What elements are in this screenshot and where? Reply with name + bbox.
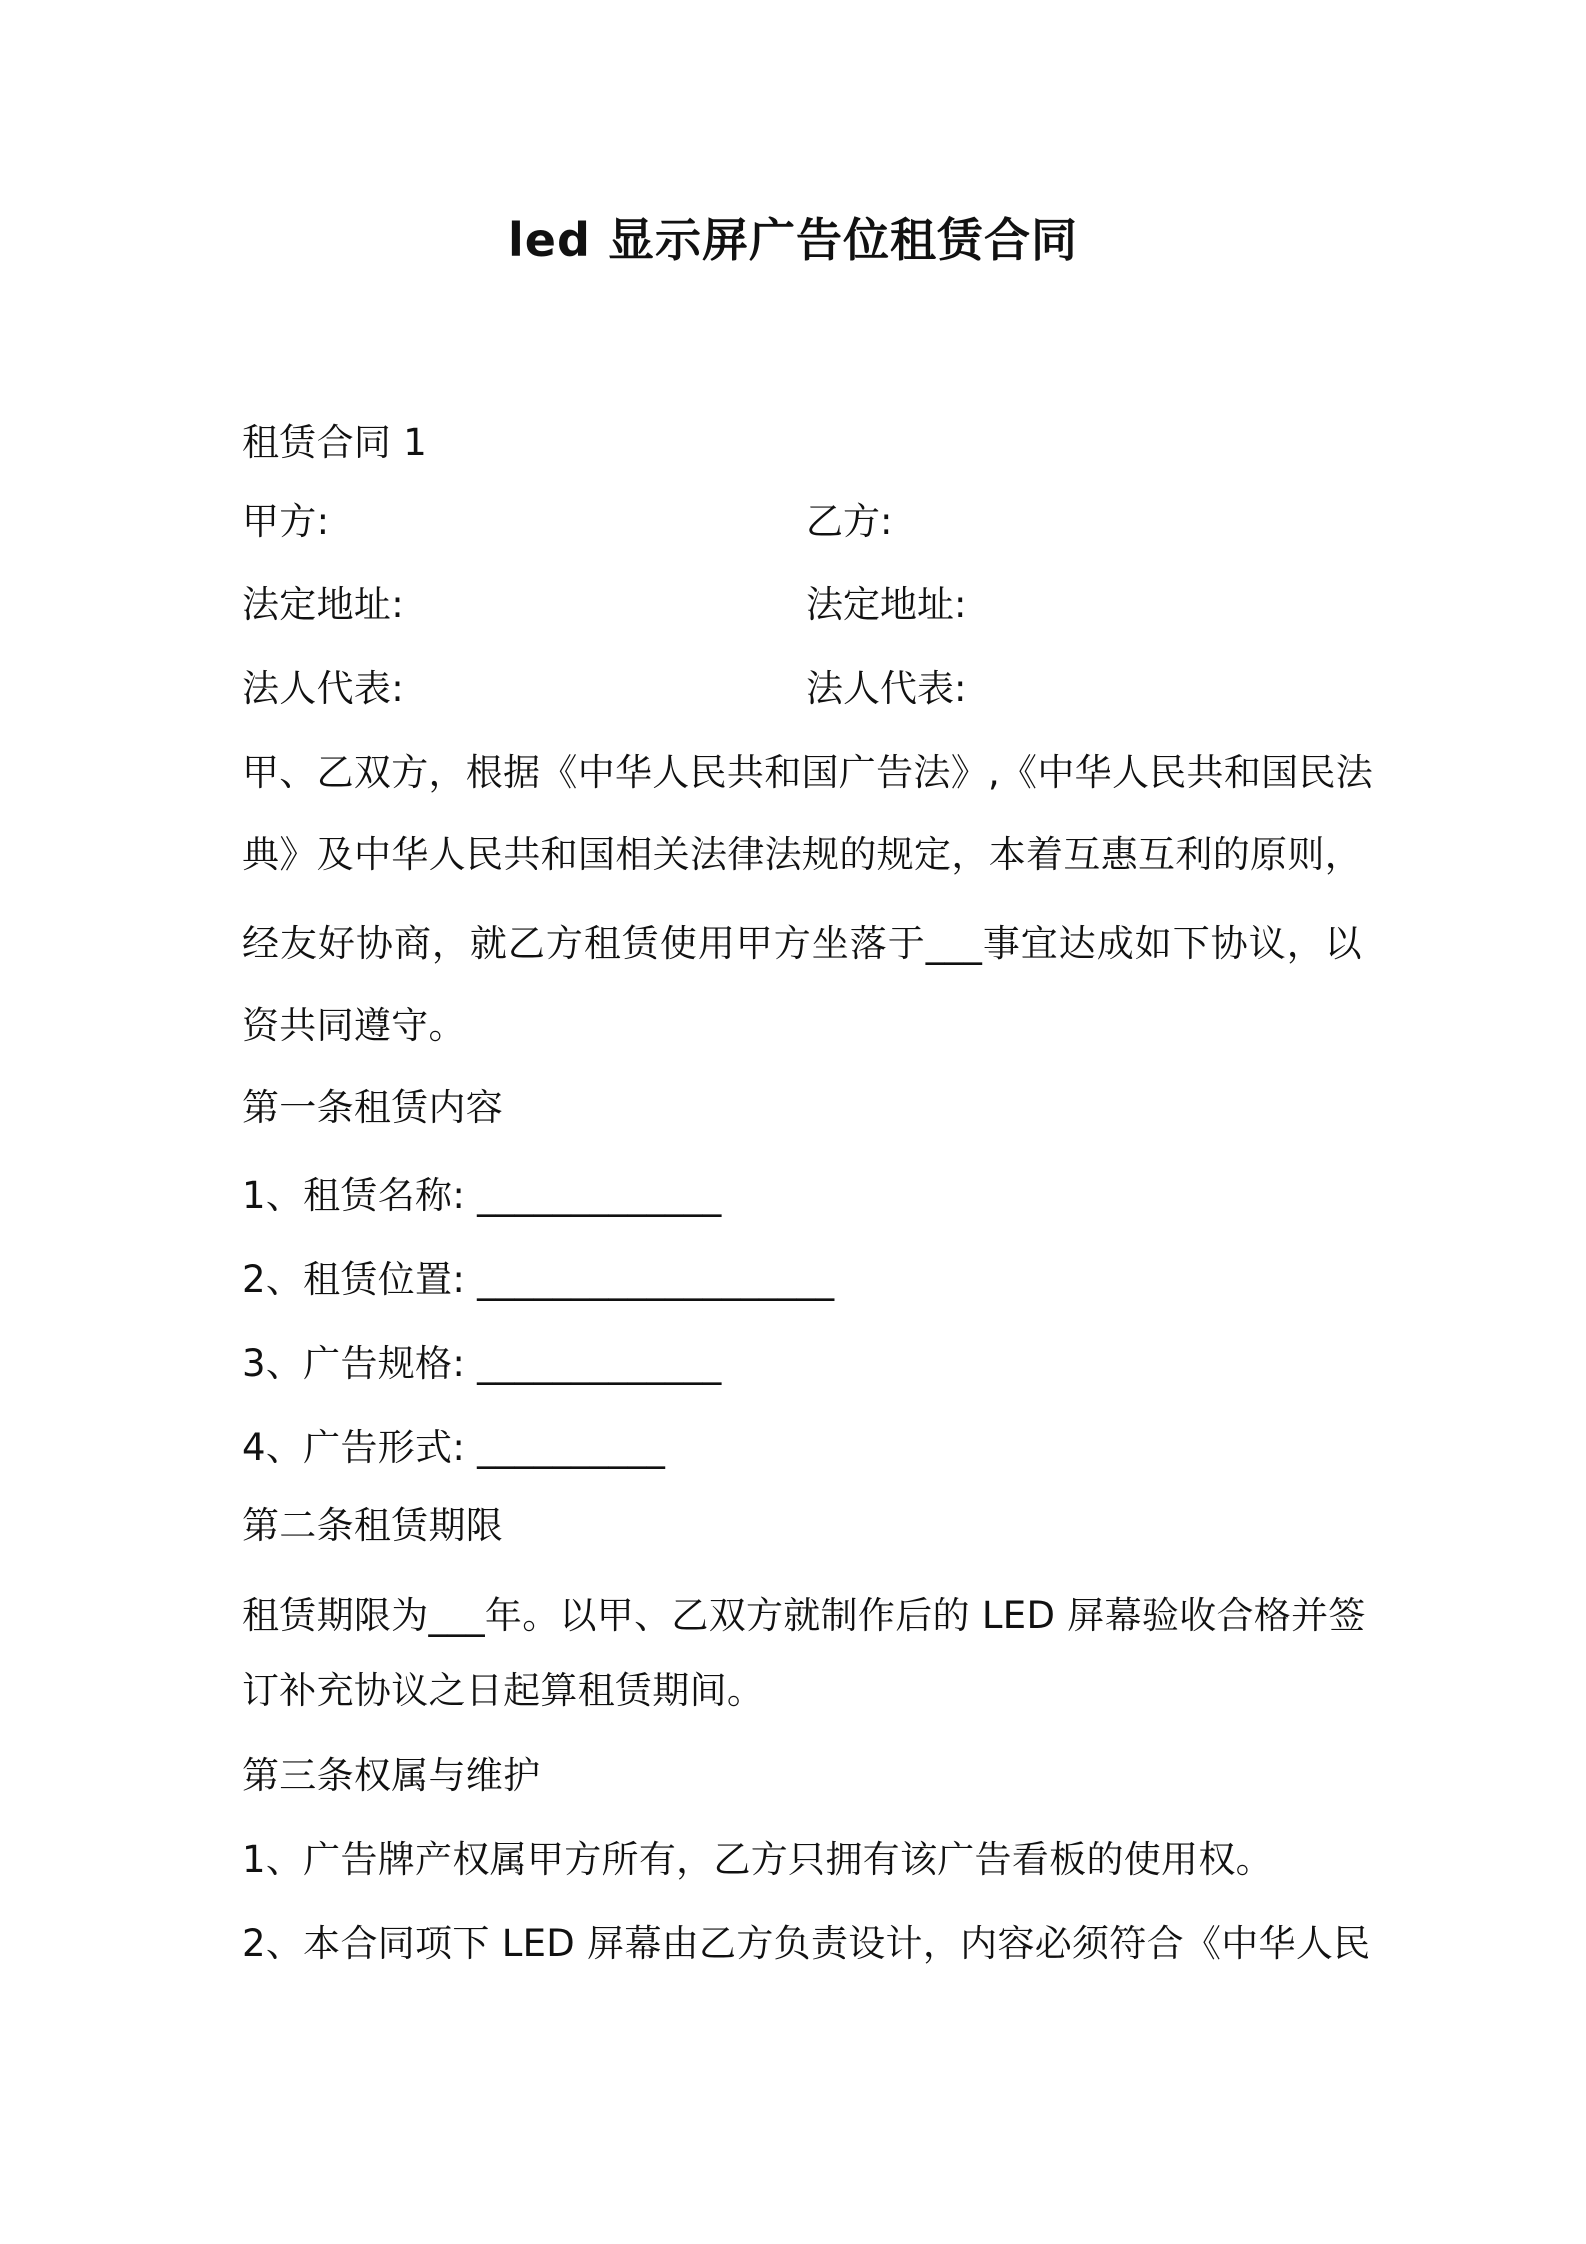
document-title: led 显示屏广告位租赁合同 — [508, 213, 1078, 267]
article-2-line: 租赁期限为___年。以甲、乙双方就制作后的 LED 屏幕验收合格并签 — [242, 1594, 1366, 1637]
preamble-line: 经友好协商，就乙方租赁使用甲方坐落于___事宜达成如下协议，以 — [242, 922, 1362, 965]
article-3-line: 1、广告牌产权属甲方所有，乙方只拥有该广告看板的使用权。 — [242, 1838, 1273, 1881]
preamble-line: 甲、乙双方，根据《中华人民共和国广告法》,《中华人民共和国民法 — [242, 751, 1374, 794]
article-1-item: 4、广告形式: __________ — [242, 1426, 666, 1469]
party-a-representative-label: 法人代表: — [242, 667, 404, 710]
party-b-label: 乙方: — [806, 500, 893, 543]
article-1-item: 2、租赁位置: ___________________ — [242, 1258, 835, 1301]
article-1-item: 3、广告规格: _____________ — [242, 1342, 722, 1385]
preamble-line: 典》及中华人民共和国相关法律法规的规定，本着互惠互利的原则， — [242, 833, 1362, 876]
party-b-address-label: 法定地址: — [806, 583, 967, 626]
party-a-label: 甲方: — [242, 500, 330, 543]
article-3-line: 2、本合同项下 LED 屏幕由乙方负责设计，内容必须符合《中华人民 — [242, 1922, 1371, 1965]
article-2-line: 订补充协议之日起算租赁期间。 — [242, 1669, 765, 1712]
party-a-address-label: 法定地址: — [242, 583, 404, 626]
party-b-representative-label: 法人代表: — [806, 667, 967, 710]
preamble-line: 资共同遵守。 — [242, 1004, 466, 1047]
article-3-title: 第三条权属与维护 — [242, 1754, 541, 1797]
article-1-title: 第一条租赁内容 — [242, 1086, 504, 1129]
article-1-item: 1、租赁名称: _____________ — [242, 1174, 722, 1217]
article-2-title: 第二条租赁期限 — [242, 1504, 504, 1547]
contract-heading: 租赁合同 1 — [242, 421, 428, 464]
